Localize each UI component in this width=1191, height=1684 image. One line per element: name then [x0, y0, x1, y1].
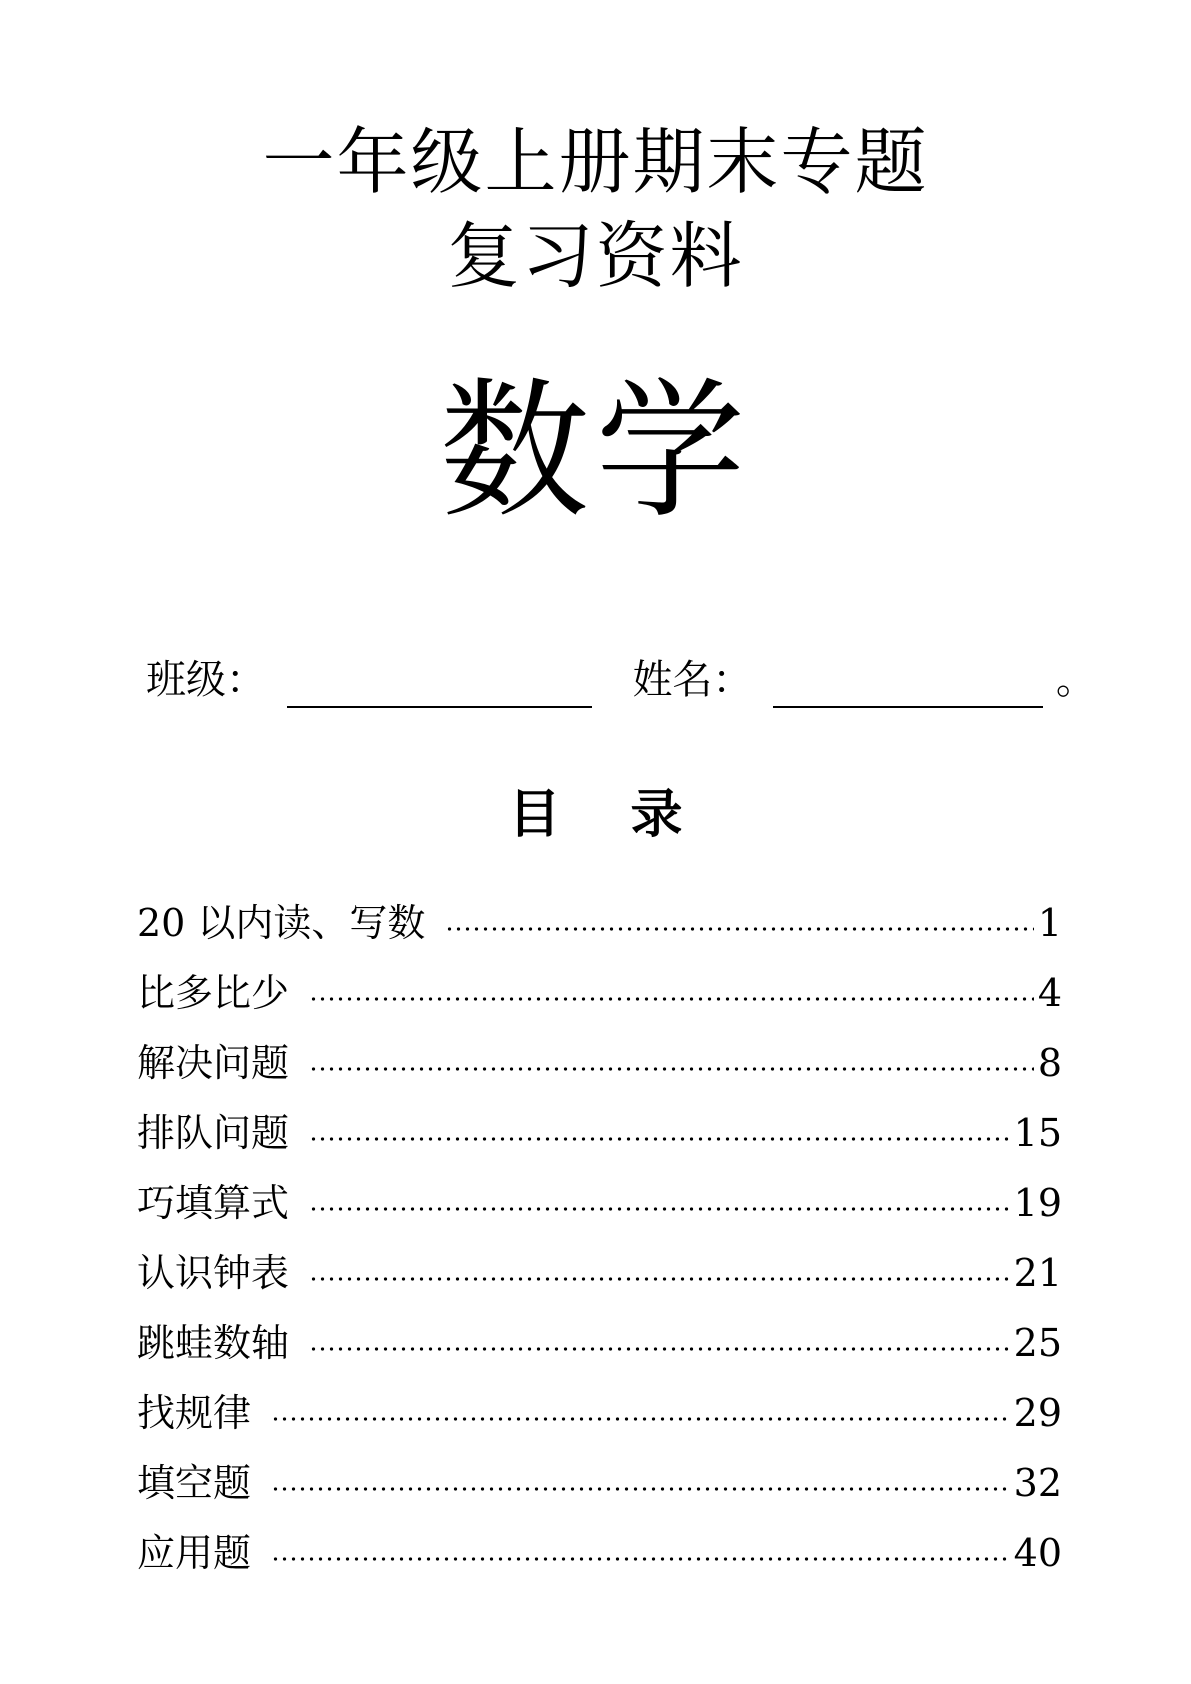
toc-entry — [137, 1438, 1062, 1508]
end-mark: 。 — [1055, 657, 1096, 703]
subject-title: 数学 — [439, 365, 752, 539]
toc-entry-label: 巧填算式 — [137, 1181, 290, 1225]
name-blank-line — [773, 662, 1043, 708]
toc-leader-dots — [309, 1134, 1010, 1144]
toc-entry-label: 20 以内读、写数 — [137, 901, 426, 945]
toc-entry-label: 认识钟表 — [137, 1251, 290, 1295]
toc-heading — [0, 783, 1191, 847]
toc-entry — [137, 1158, 1062, 1228]
toc-entry — [137, 1228, 1062, 1298]
toc-heading-right: 录 — [630, 785, 683, 845]
table-of-contents — [137, 878, 1062, 1578]
toc-leader-dots — [309, 1344, 1010, 1354]
toc-leader-dots — [309, 1064, 1034, 1074]
student-info-fields — [146, 652, 1096, 708]
toc-entry-page: 15 — [1013, 1111, 1062, 1155]
toc-entry-label: 填空题 — [137, 1461, 252, 1505]
toc-leader-dots — [445, 924, 1033, 934]
toc-entry-page: 32 — [1013, 1461, 1062, 1505]
toc-entry-page: 21 — [1013, 1251, 1062, 1295]
toc-leader-dots — [271, 1414, 1010, 1424]
toc-entry-page: 1 — [1037, 901, 1062, 945]
toc-entry — [137, 1088, 1062, 1158]
toc-entry-page: 40 — [1013, 1531, 1062, 1575]
toc-entry-page: 8 — [1037, 1041, 1062, 1085]
toc-entry — [137, 878, 1062, 948]
toc-heading-left: 目 — [508, 785, 561, 845]
toc-leader-dots — [271, 1484, 1010, 1494]
toc-entry-page: 19 — [1013, 1181, 1062, 1225]
class-label: 班级： — [146, 657, 266, 703]
toc-leader-dots — [271, 1554, 1010, 1564]
class-blank-line — [287, 662, 592, 708]
cover-title-line-1: 一年级上册期末专题 — [262, 120, 929, 204]
toc-entry — [137, 1508, 1062, 1578]
toc-entry — [137, 1368, 1062, 1438]
toc-leader-dots — [309, 1204, 1010, 1214]
toc-entry-label: 找规律 — [137, 1391, 252, 1435]
toc-entry — [137, 948, 1062, 1018]
toc-entry-label: 解决问题 — [137, 1041, 290, 1085]
toc-entry-label: 应用题 — [137, 1531, 252, 1575]
toc-entry — [137, 1298, 1062, 1368]
toc-entry-label: 排队问题 — [137, 1111, 290, 1155]
toc-leader-dots — [309, 994, 1034, 1004]
toc-entry-label: 跳蛙数轴 — [137, 1321, 290, 1365]
toc-leader-dots — [309, 1274, 1010, 1284]
cover-title-line-2: 复习资料 — [447, 214, 744, 298]
toc-entry-label: 比多比少 — [137, 971, 290, 1015]
toc-entry — [137, 1018, 1062, 1088]
toc-entry-page: 29 — [1013, 1391, 1062, 1435]
toc-entry-page: 4 — [1037, 971, 1062, 1015]
name-label: 姓名： — [632, 657, 753, 703]
toc-entry-page: 25 — [1013, 1321, 1062, 1365]
